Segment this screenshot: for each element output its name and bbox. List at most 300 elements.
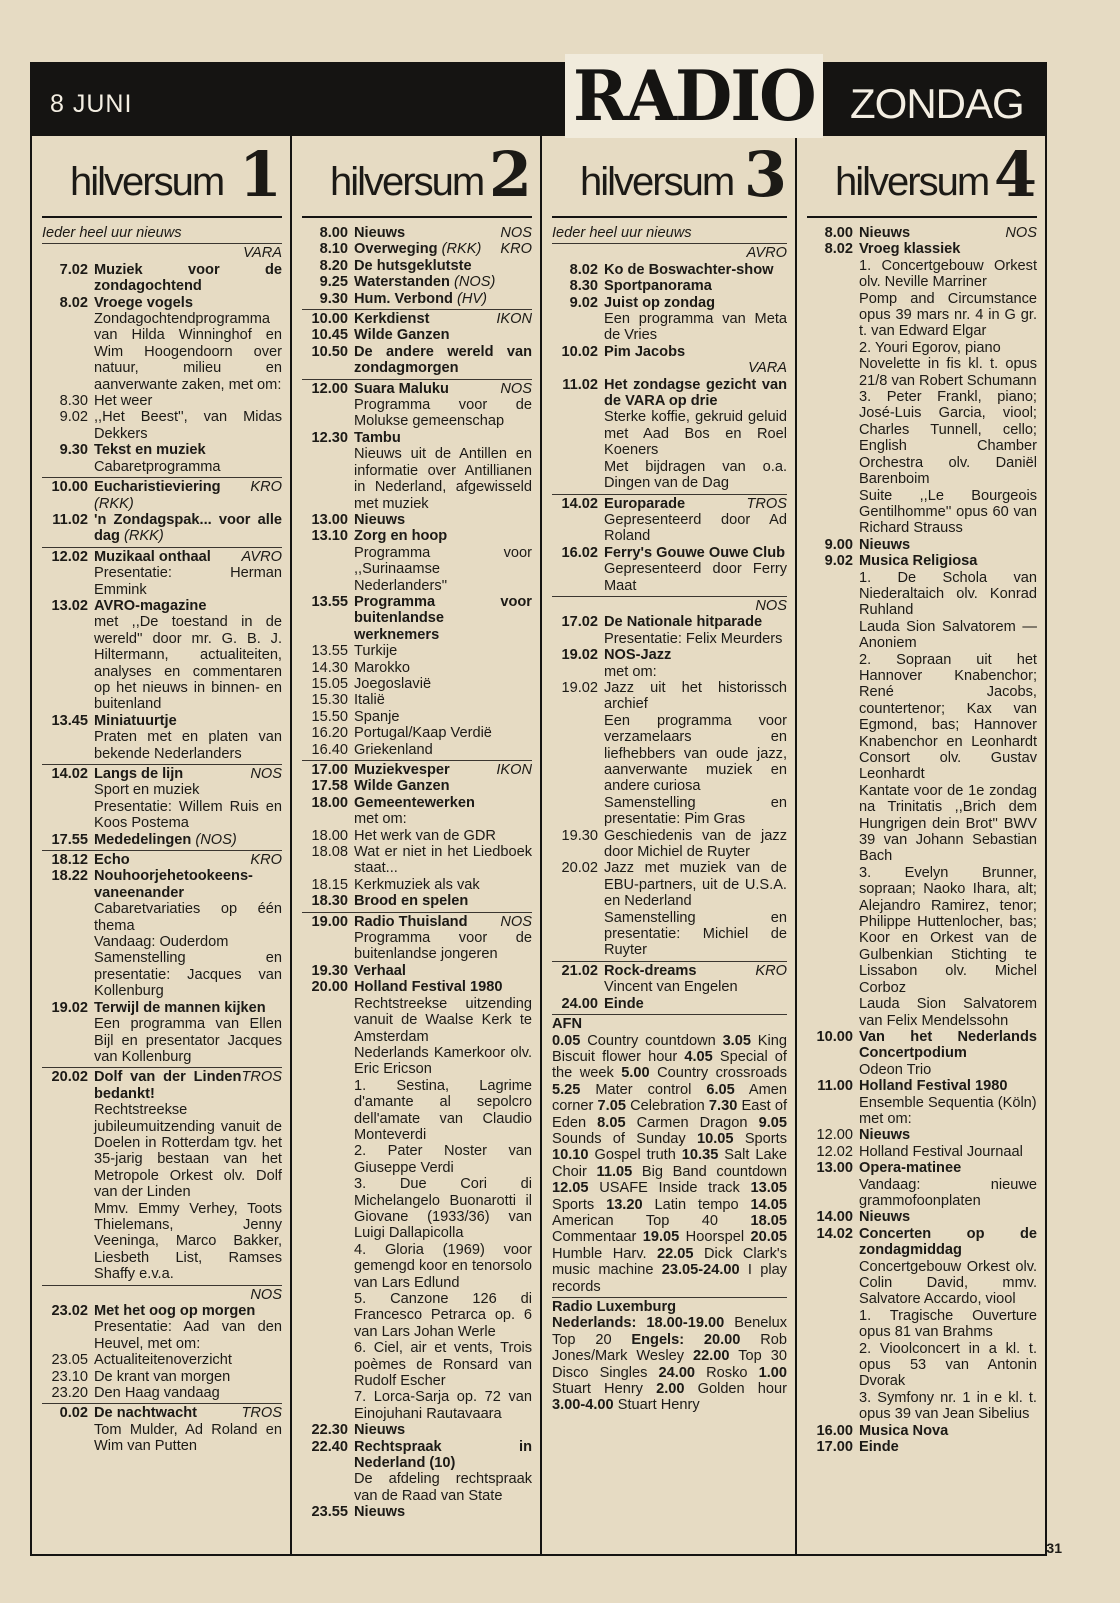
station-header [302, 136, 532, 218]
program-description: 6. Ciel, air et vents, Trois poèmes de Ronsard van Rudolf Escher [354, 1340, 532, 1390]
program-time: 19.02 [561, 679, 598, 696]
program-title: Programma voor buitenlandse werknemers [354, 593, 532, 643]
program-title: Nieuws [354, 1422, 406, 1439]
program-entry [42, 1352, 282, 1368]
program-body [354, 274, 532, 290]
program-description: met om: [354, 811, 407, 828]
program-description: Ensemble Sequentia (Köln) [859, 1094, 1037, 1111]
program-time: 16.00 [816, 1422, 853, 1439]
program-title: Zorg en hoop [354, 528, 448, 545]
program-body [354, 979, 532, 1422]
broadcaster-note: (RKK) [94, 495, 134, 512]
program-title: 'n Zondagspak... voor alle dag [94, 511, 282, 545]
program-title-line [354, 660, 532, 676]
program-body [354, 676, 532, 692]
program-entry [807, 1226, 1037, 1423]
program-block [42, 851, 282, 1068]
program-entry [302, 258, 532, 274]
program-description: 2. Vioolconcert in a kl. t. opus 53 van Antonin Dvorak [859, 1340, 1037, 1390]
program-entry [42, 1000, 282, 1066]
program-time: 18.00 [311, 827, 348, 844]
program-description: met ,,De toestand in de wereld'' door mr. G. B. J. Hiltermann, actualiteiten, analyses en commentaren op het nieuws in binnen- en buitenland [94, 614, 282, 713]
program-description: 1. Tragische Ouverture opus 81 van Brahms [859, 1307, 1037, 1341]
program-body [94, 598, 282, 713]
program-title: Nieuws [859, 1127, 911, 1144]
program-title-line [354, 643, 532, 659]
program-body [604, 262, 787, 278]
program-time: 12.00 [816, 1127, 853, 1144]
program-title: Echo [94, 852, 130, 869]
program-title-line [859, 1144, 1037, 1160]
program-entry [552, 377, 787, 492]
program-entry [42, 868, 282, 999]
program-name: Rob Jones/Mark Wesley [552, 1331, 787, 1365]
program-name: Hoorspel [679, 1229, 751, 1246]
program-title-line [354, 778, 532, 794]
program-entry [42, 479, 282, 512]
program-title: Langs de lijn [94, 766, 184, 782]
program-entry [42, 766, 282, 832]
program-time: 17.00 [816, 1439, 853, 1456]
program-title: Mededelingen [94, 831, 192, 848]
program-body [859, 1144, 1037, 1160]
program-body [604, 828, 787, 861]
program-title: Muziek voor de zondagochtend [94, 261, 282, 295]
broadcaster-label: TROS [241, 1069, 282, 1086]
time-label: Nederlands: 18.00-19.00 [552, 1315, 725, 1332]
program-entry [302, 381, 532, 430]
program-name: Dick Clark's music machine [552, 1245, 787, 1279]
program-time: 14.30 [311, 659, 348, 676]
program-time: 23.05 [51, 1352, 88, 1369]
program-description: Mmv. Emmy Verhey, Toots Thielemans, Jenny Veeninga, Marco Bakker, Liesbeth List, Ramses Shaffy e.v.a. [94, 1200, 282, 1283]
program-time: 8.02 [569, 261, 598, 278]
program-title: Eucharistieviering [94, 479, 221, 496]
time-label: 18.05 [750, 1212, 787, 1229]
program-entry [302, 241, 532, 257]
program-entry [302, 1504, 532, 1520]
program-body [94, 295, 282, 393]
program-time: 12.00 [311, 380, 348, 397]
program-title: AVRO-magazine [94, 597, 207, 614]
program-time: 19.00 [311, 913, 348, 930]
program-title: Nieuws [859, 536, 911, 553]
program-title: Italië [354, 692, 385, 709]
program-entry [807, 1078, 1037, 1127]
program-title: Einde [604, 995, 644, 1012]
program-entry [807, 553, 1037, 1029]
station-number: 3 [743, 138, 787, 211]
program-time: 10.00 [816, 1028, 853, 1045]
program-description: 5. Canzone 126 di Francesco Petrarca op. 6 van Lars Johan Werle [354, 1291, 532, 1340]
program-name: Gospel truth [588, 1147, 682, 1164]
program-description: 7. Lorca-Sarja op. 72 van Einojuhani Rautavaara [354, 1389, 532, 1422]
program-body [354, 725, 532, 741]
program-time: 14.02 [51, 766, 88, 782]
program-time: 8.20 [319, 257, 348, 274]
program-time: 18.12 [51, 852, 88, 869]
program-block [42, 478, 282, 548]
time-label: 3.00-4.00 [552, 1397, 614, 1414]
program-title-line [354, 963, 532, 979]
program-entry [552, 614, 787, 647]
program-body [354, 528, 532, 594]
time-label: 11.05 [596, 1163, 633, 1180]
program-description: 3. Symfony nr. 1 in e kl. t. opus 39 van Jean Sibelius [859, 1389, 1037, 1423]
program-body [354, 778, 532, 794]
program-entry [302, 778, 532, 794]
program-description: Gepresenteerd door Ad Roland [604, 511, 787, 545]
program-title: Overweging [354, 241, 438, 258]
program-description: Samenstelling en presentatie: Jacques van Kollenburg [94, 950, 282, 1000]
program-title-line [94, 852, 282, 868]
program-body [94, 852, 282, 868]
program-body [604, 278, 787, 294]
program-body [94, 393, 282, 409]
broadcaster-label: NOS [1005, 225, 1037, 241]
program-time: 14.00 [816, 1209, 853, 1226]
program-entry [807, 1209, 1037, 1225]
program-entry [42, 713, 282, 762]
program-time: 23.55 [311, 1504, 348, 1521]
program-title-line [604, 828, 787, 861]
program-title: Muzikaal onthaal [94, 548, 211, 565]
program-entry [302, 594, 532, 643]
program-entry [807, 1423, 1037, 1439]
program-time: 0.02 [59, 1405, 88, 1422]
broadcaster-label: KRO [500, 241, 532, 258]
program-title-line [859, 1127, 1037, 1143]
time-label: 14.05 [750, 1196, 788, 1213]
program-name: American Top 40 [552, 1212, 751, 1229]
program-entry [42, 262, 282, 295]
program-title: Vroeg klassiek [859, 241, 961, 258]
program-entry [552, 963, 787, 996]
program-body [354, 381, 532, 430]
program-block [42, 1404, 282, 1456]
program-name: Rosko [695, 1364, 759, 1381]
program-entry [302, 512, 532, 528]
time-label: 8.05 [597, 1114, 626, 1131]
program-body [94, 1069, 282, 1282]
program-time: 9.25 [319, 274, 348, 291]
program-title-line [859, 1226, 1037, 1259]
program-title-line [354, 344, 532, 377]
time-label: 0.05 [552, 1032, 581, 1049]
program-title-line [604, 647, 787, 663]
program-description: Pomp and Circumstance opus 39 mars nr. 4 in G gr. t. van Edward Elgar [859, 290, 1037, 340]
program-title: Het werk van de GDR [354, 827, 496, 844]
program-description: Cabaretprogramma [94, 458, 221, 475]
time-label: 1.00 [758, 1364, 787, 1381]
program-body [94, 262, 282, 295]
program-body [354, 643, 532, 659]
program-body [354, 963, 532, 979]
program-body [94, 409, 282, 442]
time-label: 13.20 [606, 1196, 643, 1213]
program-title-line [354, 1504, 532, 1520]
time-label: 10.10 [552, 1147, 589, 1164]
program-entry [552, 278, 787, 294]
program-entry [42, 1069, 282, 1282]
program-time: 21.02 [561, 962, 598, 979]
program-entry [302, 877, 532, 893]
program-block [302, 761, 532, 913]
program-time: 8.02 [59, 294, 88, 311]
program-title: Wilde Ganzen [354, 327, 450, 344]
news-note: Ieder heel uur nieuws [552, 225, 692, 241]
radio-logo: RADIO [565, 54, 823, 138]
program-title: Wilde Ganzen [354, 778, 450, 795]
program-description: Programma voor de Molukse gemeenschap [354, 397, 532, 430]
program-entry [302, 643, 532, 659]
program-name: Country crossroads [649, 1065, 787, 1082]
program-title-line [859, 241, 1037, 257]
program-title: Terwijl de mannen kijken [94, 999, 266, 1016]
program-name: East of Eden [552, 1098, 788, 1131]
program-name: Sports [733, 1130, 788, 1147]
program-block [552, 1015, 787, 1298]
program-title: Kerkmuziek als vak [354, 876, 480, 893]
program-description: 4. Gloria (1969) voor gemengd koor en tenorsolo van Lars Edlund [354, 1241, 532, 1291]
program-block [302, 380, 532, 761]
program-title-line [604, 545, 787, 561]
program-entry [302, 795, 532, 828]
program-name: Benelux Top 20 [552, 1315, 787, 1348]
program-title: Actualiteitenoverzicht [94, 1352, 232, 1369]
program-time: 11.00 [817, 1078, 853, 1095]
program-title-line [94, 479, 282, 512]
program-time: 10.00 [311, 311, 348, 328]
program-entry [302, 430, 532, 512]
program-entry [302, 762, 532, 778]
program-time: 10.00 [51, 479, 88, 496]
program-time: 18.00 [311, 794, 348, 811]
program-title: Het weer [94, 393, 153, 410]
broadcaster-label: IKON [496, 762, 532, 778]
program-time: 8.00 [319, 225, 348, 241]
program-title: Holland Festival 1980 [859, 1078, 1008, 1095]
program-name: Carmen Dragon [625, 1114, 759, 1131]
program-title-line [354, 979, 532, 995]
program-block [552, 1298, 787, 1416]
program-block [807, 224, 1037, 1457]
program-body [859, 537, 1037, 553]
program-name: Stuart Henry [552, 1381, 657, 1398]
program-entry [302, 709, 532, 725]
program-time: 18.30 [311, 893, 348, 910]
program-name: Stuart Henry [613, 1397, 700, 1414]
program-time: 11.02 [562, 376, 598, 393]
program-title-line [354, 762, 532, 778]
program-entry [302, 742, 532, 758]
program-body [859, 241, 1037, 536]
program-time: 24.00 [561, 995, 598, 1012]
program-body [354, 344, 532, 377]
program-entry [552, 828, 787, 861]
program-time: 13.00 [311, 511, 348, 528]
program-entry [302, 291, 532, 307]
time-label: 22.05 [657, 1245, 694, 1262]
date-label: 8 JUNI [50, 90, 133, 118]
program-body [859, 1423, 1037, 1439]
program-block [302, 310, 532, 380]
program-title-line [354, 1422, 532, 1438]
program-entry [42, 393, 282, 409]
program-title-line [354, 291, 532, 307]
program-entry [42, 598, 282, 713]
program-entry [552, 295, 787, 344]
broadcaster-label: NOS [500, 380, 532, 397]
program-time: 18.15 [311, 876, 348, 893]
program-title: Musica Religiosa [859, 553, 978, 570]
program-block [42, 244, 282, 478]
program-title: Holland Festival Journaal [859, 1143, 1023, 1160]
program-description: Een programma van Meta de Vries [604, 311, 787, 344]
broadcaster-label: KRO [250, 852, 282, 869]
program-title-line [354, 512, 532, 528]
time-label: 4.05 [684, 1048, 713, 1065]
program-block [42, 765, 282, 851]
program-entry [552, 860, 787, 958]
program-title: Turkije [354, 643, 398, 660]
program-title: Brood en spelen [354, 893, 469, 910]
station-number: 2 [488, 138, 532, 211]
program-description: Vincent van Engelen [604, 979, 738, 996]
program-title-line [94, 1069, 282, 1102]
program-title: Kerkdienst [354, 311, 430, 328]
program-title-line [604, 496, 787, 512]
program-body [94, 832, 282, 848]
program-block [552, 244, 787, 494]
program-time: 17.02 [561, 614, 598, 631]
program-title-line [354, 742, 532, 758]
program-time: 13.45 [51, 712, 88, 729]
program-time: 19.02 [561, 647, 598, 664]
program-entry [302, 844, 532, 877]
program-time: 9.30 [319, 290, 348, 307]
program-body [354, 709, 532, 725]
program-body [94, 1000, 282, 1066]
program-title-line [354, 795, 532, 811]
program-body [94, 766, 282, 832]
program-title-line [354, 709, 532, 725]
program-title-line [354, 1439, 532, 1472]
program-body [94, 1303, 282, 1352]
program-body [94, 1352, 282, 1368]
program-entry [552, 262, 787, 278]
program-title: De hutsgeklutste [354, 257, 472, 274]
program-entry [807, 241, 1037, 536]
broadcaster-label: IKON [496, 311, 532, 328]
program-title: Ferry's Gouwe Ouwe Club [604, 544, 786, 561]
program-title-line [354, 893, 532, 909]
program-body [354, 291, 532, 307]
program-time: 17.55 [51, 831, 88, 848]
time-label: 9.05 [758, 1114, 787, 1131]
program-title-line [354, 914, 532, 930]
program-title: Joegoslavië [354, 675, 432, 692]
program-time: 18.08 [311, 844, 348, 861]
program-entry [302, 725, 532, 741]
program-title: Hum. Verbond [354, 290, 453, 307]
program-title: Muziekvesper [354, 762, 450, 778]
program-title-line [354, 327, 532, 343]
program-name: Humble Harv. [552, 1245, 658, 1262]
program-description: Concertgebouw Orkest olv. Colin David, mmv. Salvatore Accardo, viool [859, 1258, 1037, 1308]
day-label: ZONDAG [850, 80, 1024, 127]
program-title: Tambu [354, 429, 401, 446]
program-body [354, 795, 532, 828]
broadcaster-label: NOS [500, 913, 532, 930]
program-description: Samenstelling en presentatie: Pim Gras [604, 794, 787, 828]
time-label: 3.05 [722, 1032, 751, 1049]
program-entry [302, 660, 532, 676]
program-description: Een programma voor verzamelaars en liefhebbers van oude jazz, aanverwante muziek en andere curiosa [604, 712, 787, 795]
program-time: 11.02 [52, 511, 88, 528]
program-body [604, 614, 787, 647]
program-entry [42, 1405, 282, 1454]
program-title-line [604, 262, 787, 278]
program-title: Wat er niet in het Liedboek staat... [354, 844, 532, 877]
program-entry [552, 680, 787, 828]
program-title: Portugal/Kaap Verdië [354, 725, 492, 742]
program-time: 16.40 [311, 741, 348, 758]
program-title: Nieuws [354, 225, 406, 241]
program-entry [302, 274, 532, 290]
program-title: NOS-Jazz [604, 647, 672, 664]
program-block [552, 224, 787, 244]
program-description: Suite ,,Le Bourgeois Gentilhomme'' opus 60 van Richard Strauss [859, 487, 1037, 537]
station-number: 4 [993, 138, 1037, 211]
program-body [354, 512, 532, 528]
program-description: Kantate voor de 1e zondag na Trinitatis ,,Brich dem Hungrigen dein Brot'' BWV 39 van Johann Sebastian Bach [859, 782, 1037, 865]
program-description: 3. Evelyn Brunner, sopraan; Naoko Ihara, alt; Alejandro Ramirez, tenor; Philippe Huttenlocher, bas; Koor en Orkest van de Gulbenkian Stichting te Lissabon olv. Michel Corboz [859, 864, 1037, 996]
program-block [552, 597, 787, 962]
program-name: Salt Lake Choir [552, 1147, 787, 1180]
program-title-line [94, 598, 282, 614]
program-description: Rechtstreekse jubileumuitzending vanuit de Doelen in Rotterdam tgv. het 35-jarig bestaan van het Metropole Orkest olv. Dolf van der Linden [94, 1102, 282, 1201]
program-body [94, 868, 282, 999]
program-body [604, 860, 787, 958]
program-title: Van het Nederlands Concertpodium [859, 1028, 1037, 1062]
program-time: 16.20 [311, 725, 348, 742]
program-time: 20.02 [561, 860, 598, 877]
program-body [604, 377, 787, 492]
program-entry [302, 327, 532, 343]
program-description: 1. Concertgebouw Orkest olv. Neville Marriner [859, 257, 1037, 291]
program-time: 16.02 [561, 544, 598, 561]
program-description: Met bijdragen van o.a. Dingen van de Dag [604, 458, 787, 492]
program-time: 9.02 [59, 409, 88, 426]
program-title-line [94, 766, 282, 782]
program-body [94, 713, 282, 762]
column-hilversum-4 [797, 136, 1045, 1554]
program-entry [807, 1127, 1037, 1143]
program-body [354, 828, 532, 844]
program-time: 23.20 [51, 1385, 88, 1402]
program-time: 9.00 [824, 536, 853, 553]
program-time: 22.40 [311, 1438, 348, 1455]
program-name: I play records [552, 1262, 787, 1295]
program-body [354, 241, 532, 257]
schedule-paragraph [552, 1315, 787, 1413]
program-title-line [94, 512, 282, 545]
program-body [354, 844, 532, 877]
program-title: Nieuws [354, 511, 406, 528]
program-body [859, 1127, 1037, 1143]
program-title: Musica Nova [859, 1422, 949, 1439]
